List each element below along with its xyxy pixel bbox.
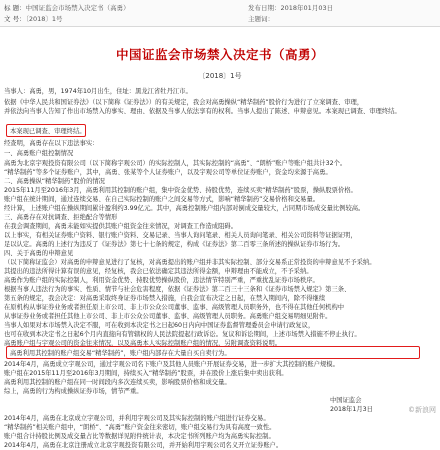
doc-line: 足以认定。高勇的上述行为违反了《证券法》第七十七条的规定，构成《证券法》第二百零三条所述的操纵证券市场行为。 [4, 241, 345, 248]
doc-line: “精华制药”等多个证券账户，其中，高勇、张某等个人证券账户，以及宇观公司等单位证券账户，资金均来源于高勇。 [4, 169, 332, 176]
doc-line: 当事人：高勇，男，1974年10月出生，住址：黑龙江省牡丹江市。 [4, 88, 192, 95]
document-title: 中国证监会市场禁入决定书（高勇） [115, 47, 324, 62]
meta-row-title [4, 3, 334, 12]
doc-line: 四、关于高勇的申辩意见 [4, 250, 74, 257]
doc-line: 2014年4月，高勇在北京注册成立北京宇观投资有限公司，并开始利用宇观公司名义开立证券账户。 [4, 442, 283, 449]
doc-line-highlight-1: 本案现已调查、审理终结。 [10, 128, 86, 135]
doc-line: 经查明，高勇存在以下违法事实： [4, 140, 99, 147]
doc-line: 三、高勇存在对抗调查、拒绝配合等情形 [4, 214, 118, 221]
doc-signature: 中国证监会 [330, 397, 362, 404]
document-number: 〔2018〕1号 [198, 72, 242, 80]
meta-title-value: 中国证监会市场禁入决定书（高勇） [25, 4, 130, 12]
doc-line: （以下简称证监会）对高勇的申辩意见进行了复核，对高勇提出的账户组并非其实际控制、部分交易系正常投资的申辩意见不予采纳。 [4, 259, 376, 266]
meta-publish-date: 发布日期：2018年01月03日 [248, 4, 334, 12]
doc-line: 高勇利用其控制的账户组在同一时间段内多次连续买卖，影响股票价格和成交量。 [4, 379, 231, 386]
doc-line: 根据当事人违法行为的事实、性质、情节与社会危害程度，依据《证券法》第二百三十三条和《证券市场禁入规定》第三条、 [4, 286, 351, 293]
doc-line: 高勇账户组与宇观公司的资金往来情况，以及高勇本人实际控制账户组的情况，另附调查资料说明。 [4, 340, 282, 347]
doc-line: 从事证券业务或者担任其他上市公司、非上市公众公司董事、监事、高级管理人员职务。高勇账户组交易明细见附件。 [4, 313, 332, 320]
doc-line: 在我会调查期间，高勇未能如实提供其账户组资金往来情况，对调查工作造成阻碍。 [4, 223, 237, 230]
doc-line: 二、高勇操纵“精华制药”股价的情况 [4, 178, 105, 185]
doc-line: 2014年4月，高勇成立宇观公司，通过宇观公司名下账户及其他人员账户开展证券交易，进一步扩大其控制的账户规模。 [4, 361, 339, 368]
doc-line: 当事人如果对本市场禁入决定不服，可在收到本决定书之日起60日内向中国证券监督管理委员会申请行政复议， [4, 322, 315, 329]
doc-line: 在原机构从事证券业务或者担任原上市公司、非上市公众公司董事、监事、高级管理人员职务外，也不得在其他任何机构中 [4, 304, 345, 311]
doc-line: 高勇作为账户组的实际控制人，利用资金优势、持股优势操纵股价，违法情节特别严重，严重扰乱证券市场秩序。 [4, 277, 319, 284]
doc-line: 账户组在2015年11月至2016年3月期间，持续买入“精华制药”股票，并在股价上涨后集中卖出获利。 [4, 370, 288, 377]
doc-line: 其提出的违法所得计算有误的意见，经复核，我会已依法确定其违法所得金额，申辩理由不能成立，不予采纳。 [4, 268, 313, 275]
doc-line: 经计算，上述账户组在操纵期间累计盈利约3.99亿元。其中，高勇控制账户组内部对倒成交量较大，占同期市场成交量比例较高。 [4, 205, 365, 212]
doc-line: 依据《中华人民共和国证券法》（以下简称《证券法》）的有关规定，我会对高勇操纵“精华制药”股价行为进行了立案调查、审理， [4, 99, 364, 106]
doc-line: 综上，高勇的行为构成操纵证券市场，情节严重。 [4, 388, 143, 395]
meta-number-value: 〔2018〕1号 [25, 15, 63, 23]
doc-line: 也可在收到本决定书之日起6个月内直接向有管辖权的人民法院提起行政诉讼。复议和诉讼期间，上述市场禁入措施不停止执行。 [4, 331, 361, 338]
meta-title-label: 标 题： [4, 4, 26, 12]
doc-line: 第五条的规定，我会决定：对高勇采取终身证券市场禁入措施，自我会宣布决定之日起，在禁入期间内，除不得继续 [4, 295, 326, 302]
doc-line: 账户组合计持股比例及成交量占比等数据详见附件统计表，本决定书所列账户均为高勇实际控制。 [4, 433, 275, 440]
highlight-box-2 [6, 346, 420, 359]
watermark: ©新浪网 [408, 406, 436, 414]
meta-keywords-label: 主题词： [248, 15, 274, 23]
doc-line-highlight-2: 高勇利用其控制的账户组交易“精华制药”，账户组内部存在大量自买自卖行为。 [10, 350, 231, 357]
doc-line: 高勇为北京宇观投资有限公司（以下简称宇观公司）的实际控制人，其实际控制的“高勇”、“朗桥”账户等账户组共计32个。 [4, 160, 347, 167]
doc-line: “精华制药”相关账户组中，“朗桥”、“高勇”账户资金往来密切，账户组交易行为具有高度一致性。 [4, 424, 276, 431]
doc-line: 2014年4月，高勇在北京成立宇观公司，并利用宇观公司及其实际控制的账户组进行证券交易。 [4, 415, 270, 422]
doc-line: 账户组在统计期间，通过连续交易、在自己实际控制的账户之间交易等方式，影响“精华制药”交易价格和交易量。 [4, 196, 320, 203]
doc-line: 2015年11月至2016年3月，高勇利用其控制的账户组，集中资金优势、持股优势，连续买卖“精华制药”股票，操纵股票价格。 [4, 187, 357, 194]
meta-row-number [4, 14, 274, 23]
document-meta-header [0, 0, 440, 27]
document-body [0, 27, 440, 449]
doc-line: 一、高勇账户组控制情况 [4, 150, 74, 157]
doc-date: 2018年1月3日 [330, 406, 373, 413]
highlight-box-1 [6, 124, 86, 137]
meta-number-label: 文 号： [4, 15, 26, 23]
doc-line: 并依法向当事人告知了作出市场禁入的事实、理由、依据及当事人依法享有的权利。当事人提出了陈述、申辩意见。本案现已调查、审理终结。 [4, 108, 401, 115]
doc-line: 以上事实，有相关证券账户资料、银行账户资料、交易记录、当事人询问笔录、相关人员询问笔录、相关公司资料等证据证明， [4, 232, 357, 239]
